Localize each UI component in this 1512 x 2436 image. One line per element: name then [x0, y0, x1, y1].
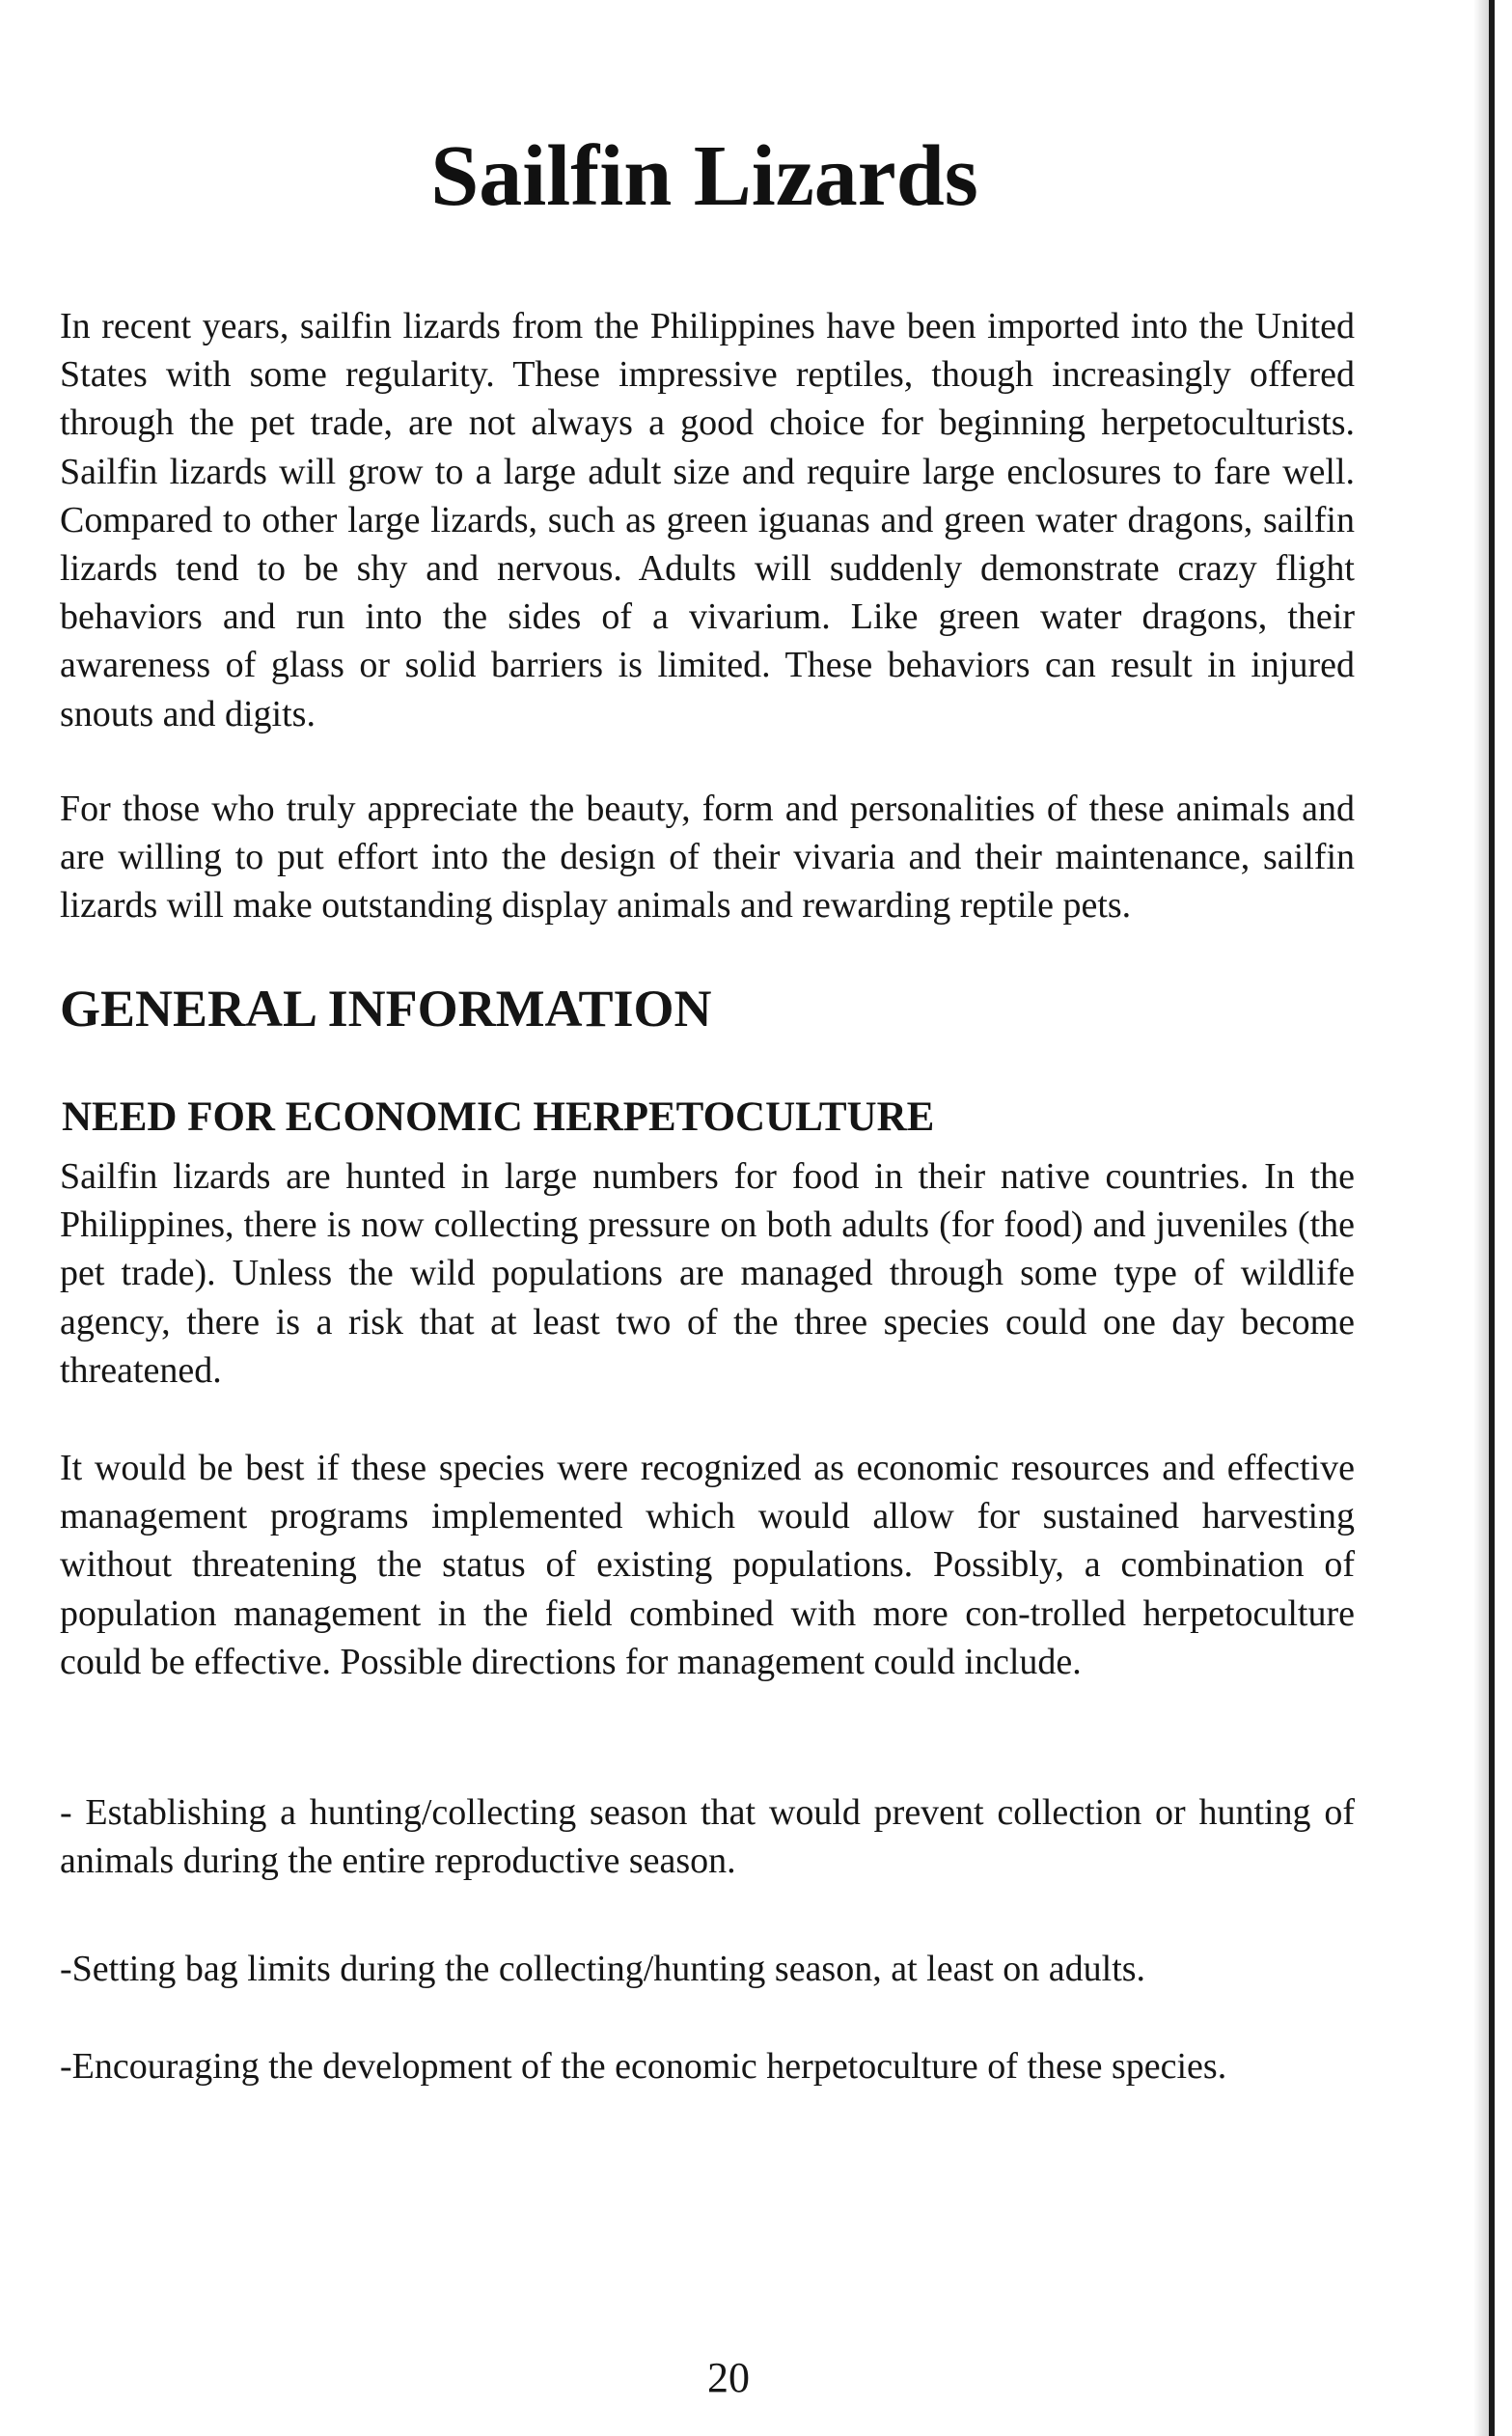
list-item: -Setting bag limits during the collecting/hunting season, at least on adults.	[60, 1949, 1146, 1989]
list-item: - Establishing a hunting/collecting season that would prevent collection or hunting of animals during the entire reproductive season.	[60, 1792, 1355, 1882]
page-number: 20	[707, 2354, 750, 2401]
body-paragraph-2: It would be best if these species were recognized as economic resources and effective management programs implemented which would allow for sustained harvesting without threatening the status of existing populations. Possibly, a combination of population management in the field combined with more con-trolled herpetoculture could be effective. Possible directions for management could include.	[60, 1448, 1355, 1682]
intro-paragraph-1: In recent years, sailfin lizards from the Philippines have been imported into the United States with some regularity. These impressive reptiles, though increasingly offered through the pet trade, are not always a good choice for beginning herpetoculturists. Sailfin lizards will grow to a large adult size and require large enclosures to fare well. Compared to other large lizards, such as green iguanas and green water dragons, sailfin lizards tend to be shy and nervous. Adults will suddenly demonstrate crazy flight behaviors and run into the sides of a vivarium. Like green water dragons, their awareness of glass or solid barriers is limited. These behaviors can result in injured snouts and digits.	[60, 306, 1355, 734]
list-item: -Encouraging the development of the economic herpetoculture of these species.	[60, 2046, 1227, 2087]
section-heading: GENERAL INFORMATION	[60, 980, 712, 1038]
subsection-heading: NEED FOR ECONOMIC HERPETOCULTURE	[62, 1094, 935, 1140]
page-edge-shadow	[1473, 0, 1489, 2436]
page-edge-line	[1489, 0, 1495, 2436]
page-title: Sailfin Lizards	[430, 128, 978, 224]
intro-paragraph-2: For those who truly appreciate the beauty, form and personalities of these animals and are willing to put effort into the design of their vivaria and their maintenance, sailfin lizards will make outstanding display animals and rewarding reptile pets.	[60, 789, 1355, 927]
body-paragraph-1: Sailfin lizards are hunted in large numbers for food in their native countries. In the Philippines, there is now collecting pressure on both adults (for food) and juveniles (the pet trade). Unless the wild populations are managed through some type of wildlife agency, there is a risk that at least two of the three species could one day become threatened.	[60, 1156, 1355, 1391]
